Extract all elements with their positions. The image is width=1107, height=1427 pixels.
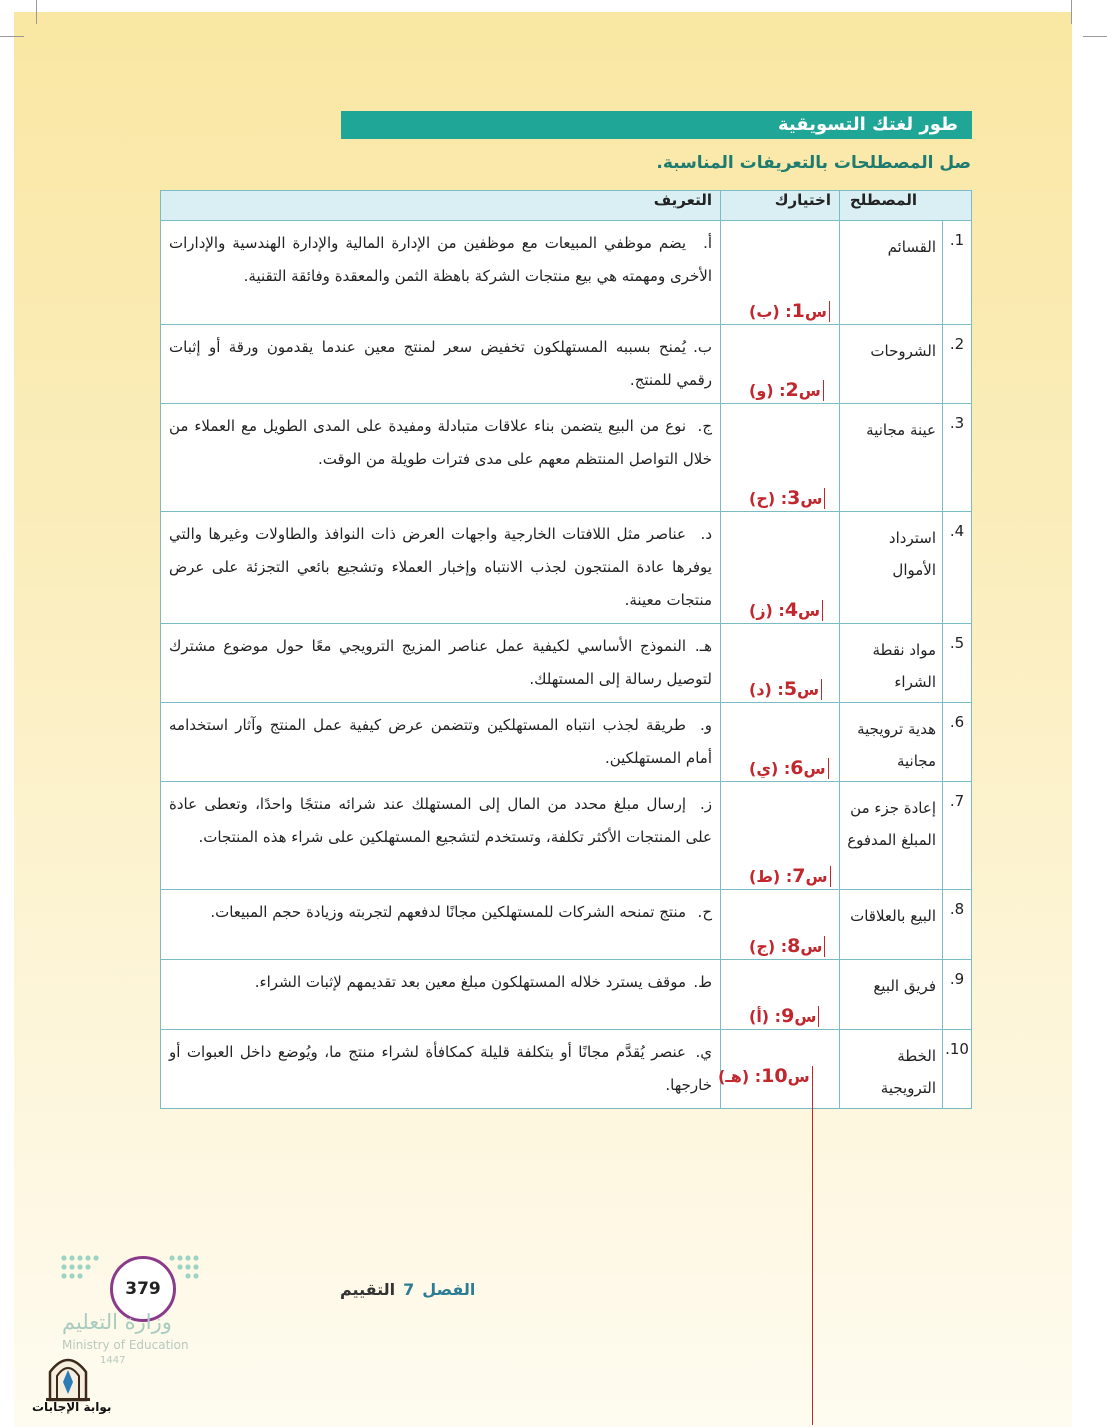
row-number: 5. (943, 624, 972, 703)
table-row (161, 624, 972, 703)
choice-cell[interactable] (721, 960, 840, 1030)
table-header-row (161, 191, 972, 221)
choice-cell[interactable] (721, 624, 840, 703)
choice-cell[interactable] (721, 890, 840, 960)
row-number: 7. (943, 782, 972, 890)
choice-cell[interactable] (721, 325, 840, 404)
row-number: 2. (943, 325, 972, 404)
table-row (161, 221, 972, 325)
definition (161, 782, 721, 890)
crop-mark (1071, 0, 1072, 24)
term: البيع بالعلاقات (840, 890, 943, 960)
answer-mark: س7: (ط) (749, 866, 831, 887)
answer-mark: س9: (أ) (749, 1006, 819, 1027)
term: مواد نقطة الشراء (840, 624, 943, 703)
section-title: طور لغتك التسويقية (777, 114, 958, 135)
table-body (161, 221, 972, 1109)
table-row (161, 890, 972, 960)
answer-mark: س8: (ج) (749, 936, 825, 957)
definition-letter: ح. (697, 903, 712, 921)
header-definition: التعريف (161, 191, 721, 221)
definition-letter: أ. (703, 234, 712, 252)
chapter-number: 7 (403, 1280, 415, 1299)
instruction-text: صل المصطلحات بالتعريفات المناسبة. (656, 153, 971, 173)
row-number: 10. (943, 1030, 972, 1109)
term: استرداد الأموال (840, 512, 943, 624)
table-row (161, 782, 972, 890)
choice-cell[interactable] (721, 221, 840, 325)
definition-text: النموذج الأساسي لكيفية عمل عناصر المزيج الترويجي معًا حول موضوع مشترك لتوصيل رسالة إلى المستهلك. (169, 637, 712, 688)
ministry-name-arabic: وزارة التعليم (62, 1310, 172, 1334)
definition (161, 890, 721, 960)
definition-text: نوع من البيع يتضمن بناء علاقات متبادلة ومفيدة على المدى الطويل مع العملاء من خلال التواصل المنتظم معهم على مدى فترات طويلة من الوقت. (169, 417, 712, 468)
term: الشروحات (840, 325, 943, 404)
definition (161, 404, 721, 512)
definition-text: موقف يسترد خلاله المستهلكون مبلغ معين بعد تقديمهم لإثبات الشراء. (254, 973, 686, 991)
table-row (161, 325, 972, 404)
definition-letter: ي. (695, 1043, 712, 1061)
header-choice: اختيارك (721, 191, 840, 221)
definition-letter: ج. (697, 417, 712, 435)
section-name: التقييم (340, 1280, 396, 1299)
row-number: 8. (943, 890, 972, 960)
site-logo-icon (40, 1350, 96, 1402)
table-row (161, 960, 972, 1030)
crop-mark (36, 0, 37, 24)
ministry-year: 1447 (100, 1355, 126, 1366)
crop-mark (1083, 36, 1107, 37)
definition-letter: ز. (699, 795, 712, 813)
definition-text: إرسال مبلغ محدد من المال إلى المستهلك عند شرائه منتجًا واحدًا، وتعطى عادة على المنتجات الأكثر تكلفة، وتستخدم لتشجيع المستهلكين على شراء هذه المنتجات. (169, 795, 712, 846)
choice-cell[interactable] (721, 512, 840, 624)
definition-letter: ب. (693, 338, 712, 356)
answer-mark: س2: (و) (749, 380, 824, 401)
definition (161, 960, 721, 1030)
table-row (161, 404, 972, 512)
definition-letter: د. (700, 525, 712, 543)
definition (161, 221, 721, 325)
section-title-banner (341, 111, 972, 139)
definition-letter: و. (699, 716, 712, 734)
header-term: المصطلح (840, 191, 972, 221)
term: إعادة جزء من المبلغ المدفوع (840, 782, 943, 890)
definition-text: يُمنح بسببه المستهلكون تخفيض سعر لمنتج معين عندما يقدمون ورقة أو إثبات رقمي للمنتج. (169, 338, 712, 389)
ministry-name-english: Ministry of Education (62, 1338, 189, 1352)
table-row (161, 703, 972, 782)
definition-letter: ط. (693, 973, 712, 991)
choice-cell[interactable] (721, 703, 840, 782)
definition-text: طريقة لجذب انتباه المستهلكين وتتضمن عرض كيفية عمل المنتج وآثار استخدامه أمام المستهلكين. (169, 716, 712, 767)
definition-text: منتج تمنحه الشركات للمستهلكين مجانًا لدفعهم لتجربته وزيادة حجم المبيعات. (210, 903, 686, 921)
term: هدية ترويجية مجانية (840, 703, 943, 782)
definition (161, 1030, 721, 1109)
chapter-label: الفصل (422, 1280, 476, 1299)
definition-text: يضم موظفي المبيعات مع موظفين من الإدارة المالية والإدارة الهندسية والإدارات الأخرى ومهمته هي بيع منتجات الشركة باهظة الثمن والمعقدة وفائقة التقنية. (169, 234, 712, 285)
footer-chapter (340, 1280, 475, 1299)
answer-mark: س1: (ب) (749, 301, 830, 322)
definition-text: عنصر يُقدَّم مجانًا أو بتكلفة قليلة كمكافأة لشراء منتج ما، ويُوضع داخل العبوات أو خارجها. (169, 1043, 712, 1094)
answer-mark: س3: (ح) (749, 488, 825, 509)
definition (161, 624, 721, 703)
table-row (161, 512, 972, 624)
row-number: 6. (943, 703, 972, 782)
answer-mark: س6: (ي) (749, 758, 829, 779)
term: الخطة الترويجية (840, 1030, 943, 1109)
site-name: بوابة الإجابات (32, 1400, 112, 1414)
answer-mark: س5: (د) (749, 679, 822, 700)
definition-text: عناصر مثل اللافتات الخارجية واجهات العرض ذات النوافذ والطاولات وغيرها والتي يوفرها عادة المنتجون لجذب الانتباه وإخبار العملاء وتشجيع بائعي التجزئة على عرض منتجات معينة. (169, 525, 712, 609)
choice-cell[interactable] (721, 404, 840, 512)
term: القسائم (840, 221, 943, 325)
row-number: 9. (943, 960, 972, 1030)
crop-mark (0, 36, 24, 37)
row-number: 3. (943, 404, 972, 512)
choice-cell[interactable] (721, 782, 840, 890)
answer-mark: س4: (ز) (749, 600, 823, 621)
definition (161, 512, 721, 624)
table-row (161, 1030, 972, 1109)
definition (161, 325, 721, 404)
row-number: 1. (943, 221, 972, 325)
answer-10: س10: (هـ) (718, 1066, 813, 1425)
term: فريق البيع (840, 960, 943, 1030)
matching-table (160, 190, 972, 1109)
term: عينة مجانية (840, 404, 943, 512)
definition-letter: هـ. (694, 637, 712, 655)
definition (161, 703, 721, 782)
row-number: 4. (943, 512, 972, 624)
page-number: 379 (110, 1256, 176, 1322)
